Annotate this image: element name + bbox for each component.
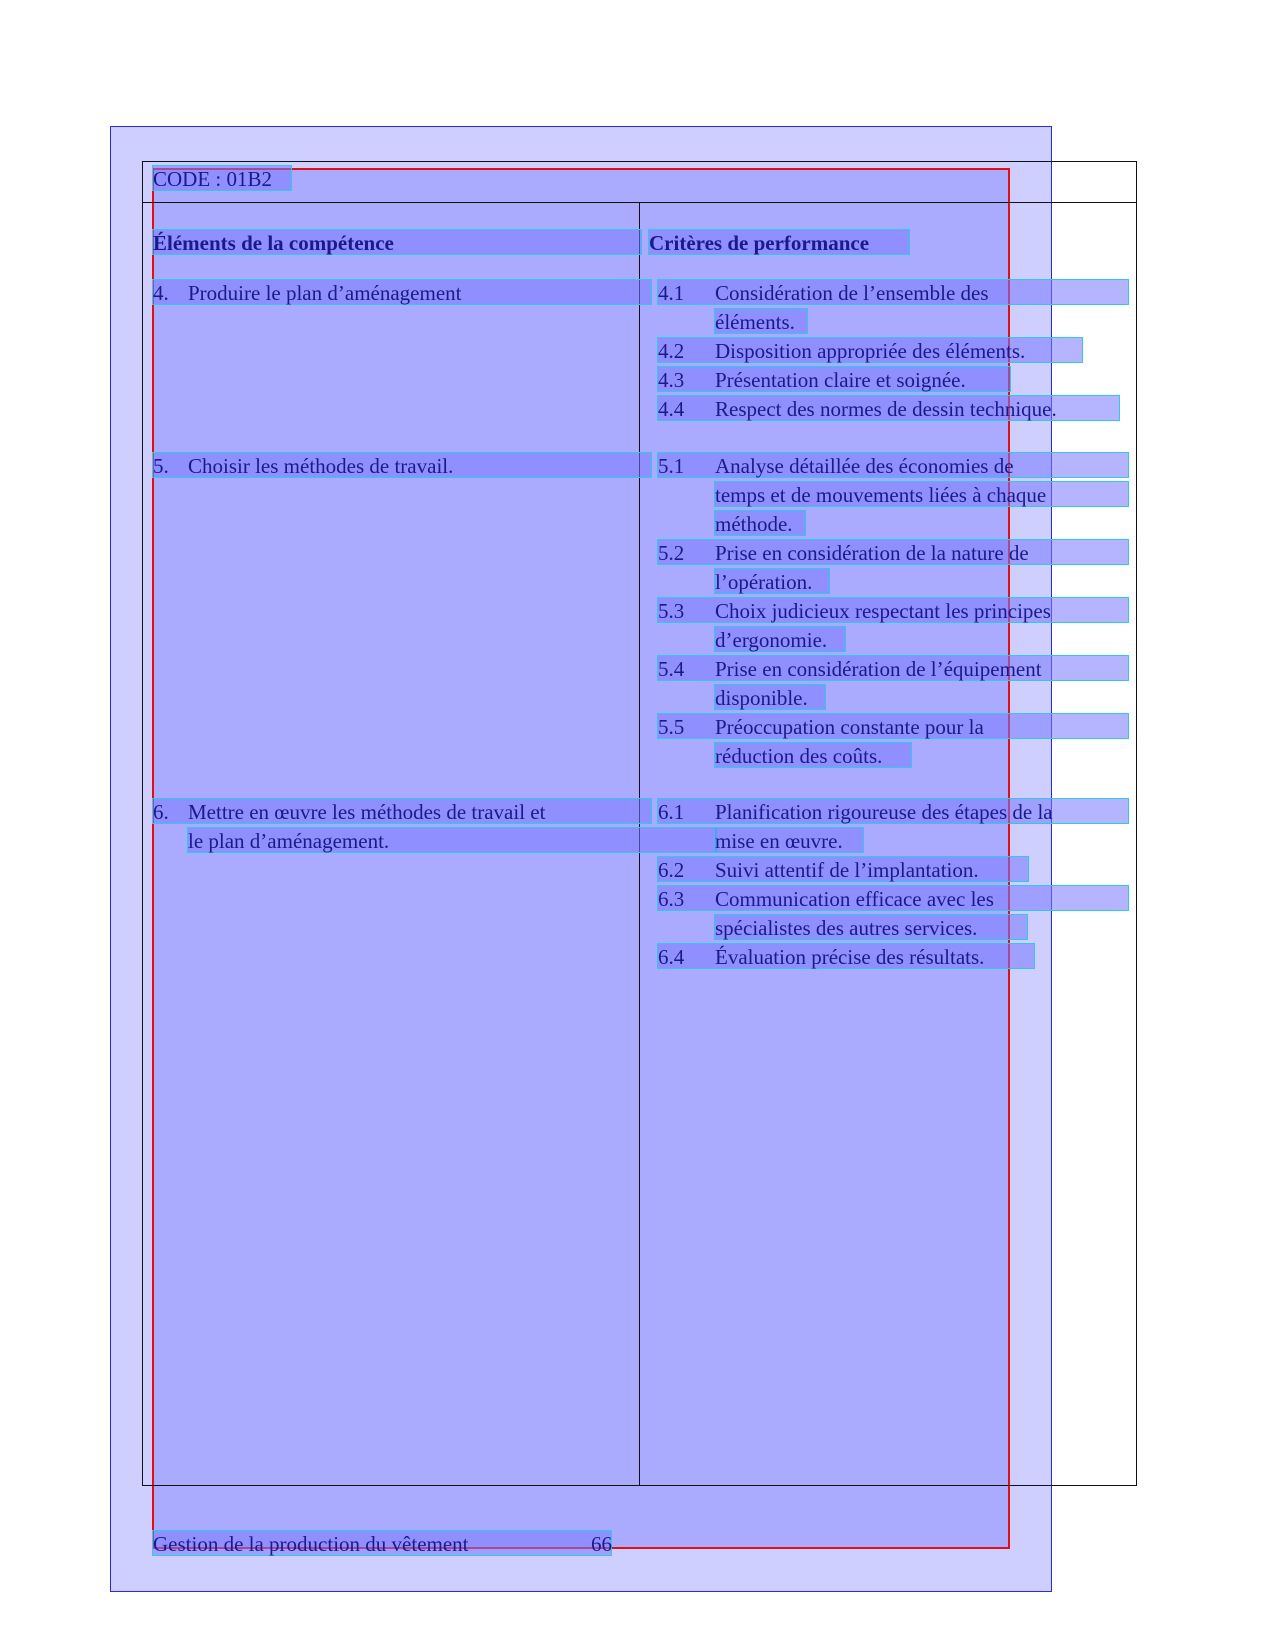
header-criteria: Critères de performance: [648, 229, 910, 255]
criterion-item: [657, 337, 1083, 363]
criterion-number: 4.3: [658, 368, 685, 392]
code-label: CODE : 01B2: [152, 165, 292, 191]
element-text: Choisir les méthodes de travail.: [188, 454, 454, 478]
criterion-number: 4.1: [658, 281, 685, 305]
criterion-text: disponible.: [714, 684, 826, 710]
criterion-text: Prise en considération de la nature de: [715, 541, 1029, 565]
criterion-number: 5.1: [658, 454, 685, 478]
element-number: 6.: [153, 800, 169, 824]
criterion-item: [657, 713, 1129, 739]
header-elements: Éléments de la compétence: [152, 229, 642, 255]
criterion-text: Choix judicieux respectant les principes: [715, 599, 1051, 623]
criterion-text: éléments.: [714, 308, 808, 334]
criterion-text: spécialistes des autres services.: [714, 914, 1028, 940]
criterion-text: Disposition appropriée des éléments.: [715, 339, 1026, 363]
element-number: 4.: [153, 281, 169, 305]
criterion-number: 6.2: [658, 858, 685, 882]
criterion-number: 6.3: [658, 887, 685, 911]
criterion-item: [657, 539, 1129, 565]
criterion-text: Présentation claire et soignée.: [715, 368, 966, 392]
criterion-number: 5.5: [658, 715, 685, 739]
page-number: 66: [591, 1532, 612, 1556]
criterion-item: [657, 856, 1029, 882]
criterion-number: 5.2: [658, 541, 685, 565]
criterion-item: [657, 655, 1129, 681]
criterion-text: réduction des coûts.: [714, 742, 912, 768]
criterion-text: Évaluation précise des résultats.: [715, 945, 985, 969]
element-item: [152, 798, 652, 824]
criterion-item: [657, 597, 1129, 623]
criterion-text: Préoccupation constante pour la: [715, 715, 984, 739]
criterion-text: l’opération.: [714, 568, 830, 594]
criterion-text: Respect des normes de dessin technique.: [715, 397, 1057, 421]
criterion-item: [657, 366, 1011, 392]
element-text: le plan d’aménagement.: [187, 827, 717, 853]
criterion-number: 6.4: [658, 945, 685, 969]
criterion-number: 4.2: [658, 339, 685, 363]
criterion-text: Planification rigoureuse des étapes de la: [715, 800, 1053, 824]
element-number: 5.: [153, 454, 169, 478]
criterion-item: [657, 943, 1035, 969]
criterion-text: d’ergonomie.: [714, 626, 846, 652]
criterion-number: 5.3: [658, 599, 685, 623]
footer-title: Gestion de la production du vêtement: [153, 1532, 469, 1556]
criterion-item: [657, 279, 1129, 305]
criterion-item: [657, 885, 1129, 911]
criterion-text: méthode.: [714, 510, 806, 536]
criterion-text: Suivi attentif de l’implantation.: [715, 858, 979, 882]
page-footer: [152, 1530, 612, 1556]
element-item: [152, 452, 652, 478]
criterion-text: Considération de l’ensemble des: [715, 281, 989, 305]
element-text: Mettre en œuvre les méthodes de travail et: [188, 800, 546, 824]
criterion-number: 4.4: [658, 397, 685, 421]
criterion-item: [657, 395, 1120, 421]
criterion-text: mise en œuvre.: [714, 827, 864, 853]
criterion-text: Communication efficace avec les: [715, 887, 994, 911]
criterion-text: Analyse détaillée des économies de: [715, 454, 1014, 478]
criterion-number: 6.1: [658, 800, 685, 824]
criterion-item: [657, 452, 1129, 478]
criterion-item: [657, 798, 1129, 824]
criterion-text: Prise en considération de l’équipement: [715, 657, 1042, 681]
element-item: [152, 279, 652, 305]
element-text: Produire le plan d’aménagement: [188, 281, 462, 305]
criterion-text: temps et de mouvements liées à chaque: [714, 481, 1129, 507]
criterion-number: 5.4: [658, 657, 685, 681]
